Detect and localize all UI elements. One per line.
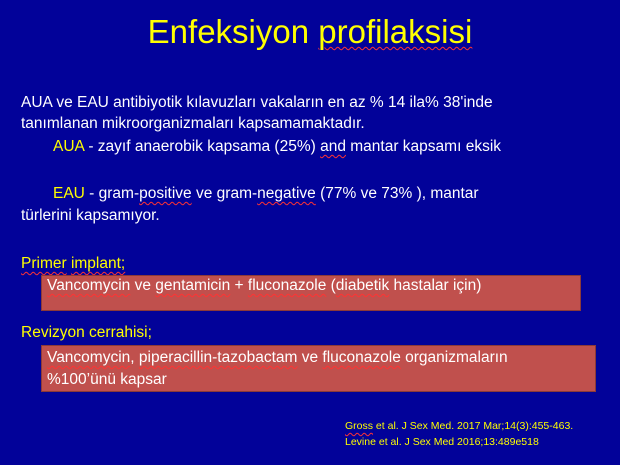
ref1-author: Gross (345, 420, 374, 432)
intro-line-1: AUA ve EAU antibiyotik kılavuzları vakaların en az % 14 ila% 38'inde (21, 94, 493, 111)
eau-text-b: ve gram- (191, 185, 258, 202)
eau-text-c: (77% ve 73% ), mantar (315, 185, 479, 202)
box1-ve: ve (130, 277, 156, 294)
title-word-2: profilaksisi (318, 13, 473, 50)
box2-rest: organizmaların (400, 349, 508, 366)
revizyon-heading: Revizyon cerrahisi; (21, 324, 152, 341)
aua-text-a: - zayıf anaerobik kapsama (25%) (84, 138, 321, 155)
reference-2: Levine et al. J Sex Med 2016;13:489e518 (345, 436, 539, 448)
eau-text-a: - gram- (84, 185, 140, 202)
primer-box-text (47, 275, 481, 296)
primer-word-2: implant; (70, 255, 126, 272)
box1-diabetik: diabetik (335, 277, 390, 294)
box1-open: ( (326, 277, 336, 294)
revizyon-box-line-1 (47, 347, 508, 368)
reference-1 (345, 419, 573, 434)
ref1-rest: et al. J Sex Med. 2017 Mar;14(3):455-463. (373, 420, 574, 432)
eau-line-1 (53, 183, 479, 204)
intro-line-2: tanımlanan mikroorganizmaları kapsamamaktadır. (21, 115, 365, 132)
box2-vancomycin: Vancomycin (47, 349, 131, 366)
box2-ve: ve (297, 349, 323, 366)
box1-rest: hastalar için) (389, 277, 482, 294)
box2-comma: , (130, 349, 139, 366)
box2-fluconazole: fluconazole (322, 349, 401, 366)
primer-heading (21, 253, 125, 274)
eau-line-2: türlerini kapsamıyor. (21, 207, 160, 224)
box1-fluconazole: fluconazole (247, 277, 327, 294)
slide-title (0, 10, 620, 54)
aua-label: AUA (53, 138, 85, 155)
eau-negative: negative (257, 185, 316, 202)
title-word-1: Enfeksiyon (147, 13, 310, 50)
eau-positive: positive (139, 185, 192, 202)
primer-word-1: Primer (21, 255, 67, 272)
aua-text-b: mantar kapsamı eksik (345, 138, 502, 155)
eau-label: EAU (53, 185, 85, 202)
box1-gentamicin: gentamicin (155, 277, 231, 294)
box1-plus: + (230, 277, 248, 294)
box1-vancomycin: Vancomycin (47, 277, 131, 294)
revizyon-box-line-2: %100’ünü kapsar (47, 371, 167, 388)
box2-piperacillin: piperacillin-tazobactam (138, 349, 298, 366)
aua-line (53, 136, 501, 157)
aua-and: and (320, 138, 346, 155)
